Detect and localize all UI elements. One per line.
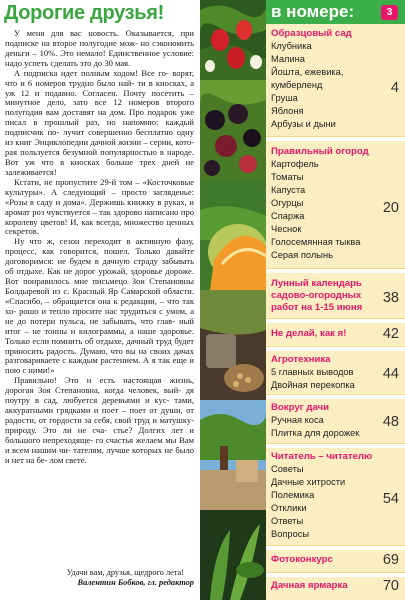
toc-section-title[interactable]: Читатель – читателю [271, 451, 373, 462]
toc-item[interactable]: Дачные хитрости [271, 477, 346, 487]
toc-section-title[interactable]: Лунный календарь [271, 278, 362, 289]
editor-letter [0, 0, 200, 600]
toc-section-title[interactable]: садово-огородных [271, 290, 362, 301]
toc-section-dont[interactable] [266, 328, 405, 344]
toc-item[interactable]: Арбузы и дыни [271, 119, 336, 129]
toc-item[interactable]: Капуста [271, 185, 306, 195]
toc-section-title[interactable]: Вокруг дачи [271, 402, 329, 413]
toc-item[interactable]: 5 главных выводов [271, 367, 354, 377]
photo-strip [200, 0, 266, 600]
toc-item[interactable]: Огурцы [271, 198, 304, 208]
toc-divider [266, 394, 405, 399]
toc-section-dacha[interactable] [266, 402, 405, 442]
strawberry-photo [200, 0, 266, 80]
toc-divider [266, 443, 405, 448]
letter-body [5, 29, 194, 466]
toc-section-title[interactable]: Агротехника [271, 354, 331, 365]
toc-item[interactable]: Отклики [271, 503, 307, 513]
toc-divider [266, 268, 405, 273]
toc-heading: в номере: [271, 2, 355, 21]
letter-paragraph: Ну что ж, сезон переходит в активную фазу, процесс, как говорится, пошел. Только давайте договоримся: не будем в дачную страду забывать об отдыхе. Как не дорог урожай, здоровье дороже. Вот понравилось мне письмецо Зои Степановны Болдыревой из с. Красный Яр Самарской области. «Спасибо, – обращается она к редакции, – что так хо- рошо и тепло просите нас трудиться с умом, а не до потери пульса, не забывать, что глав- ный итог – не тонны и килограммы, а наше здоровье. Только если помнить об отдыхе, дачный труд будет приносить радость. Думаю, что вы на своих дачах разговариваете с каждым растением. А я так еще и пою с ними!» [5, 236, 194, 376]
toc-item[interactable]: Вопросы [271, 529, 310, 539]
toc-item[interactable]: Груша [271, 93, 298, 103]
toc-page-number: 54 [382, 491, 399, 507]
toc-page-number: 38 [382, 290, 399, 306]
blackberry-photo [200, 80, 266, 180]
toc-page-number: 4 [390, 80, 399, 96]
toc-item[interactable]: Спаржа [271, 211, 305, 221]
letter-paragraph: Кстати, не пропустите 29-й том – «Косточковые культуры». А следующий – просто загляденье: «Розы в саду и дома». Держишь книжку в руках, и аромат роз чувствуется – так здорово написано про королеву цветов! И, как всегда, множество ценных секретов. [5, 176, 194, 237]
page-number-badge: 3 [381, 5, 398, 20]
toc-item[interactable]: Советы [271, 464, 304, 474]
toc-item[interactable]: Томаты [271, 172, 304, 182]
toc-section-title[interactable]: Не делай, как я! [271, 328, 347, 339]
letter-paragraph: Правильно! Это и есть настоящая жизнь, дорогая Зоя Степановна, когда человек, вый- дя поутру в сад, любуется деревьями и кус- тами, аккуратными грядками и поет – поет от души, от радости, от гордости за себя, свой труд и матушку-природу. Это ли не сча- стье? Долгих лет и большого непреходяще- го счастья желаем мы Вам и всем нашим чи- тателям, лучше которых не было и нет на бе- лом свете. [5, 375, 194, 465]
toc-section-title[interactable]: Правильный огород [271, 146, 369, 157]
plants-photo [200, 510, 266, 600]
toc-section-garden[interactable] [266, 28, 405, 128]
toc-section-fair[interactable] [266, 580, 405, 596]
toc-item[interactable]: Ручная коса [271, 415, 324, 425]
toc-item[interactable]: Двойная перекопка [271, 380, 355, 390]
toc-divider [266, 346, 405, 351]
toc-item[interactable]: Клубника [271, 41, 312, 51]
toc-section-lunar[interactable] [266, 278, 405, 318]
toc-page-number: 70 [382, 578, 399, 594]
toc-page-number: 42 [382, 326, 399, 342]
toc-section-photo-contest[interactable] [266, 554, 405, 570]
letter-paragraph: У меня для вас новость. Оказывается, при подписке на второе полугодие мож- но сэкономить деньги – 10%. Это немало! Единственное условие: надо успеть сделать это до 30 мая. [5, 28, 194, 68]
letter-signature: Валентин Бобков, гл. редактор [77, 578, 194, 587]
toc-item[interactable]: Голосемянная тыква [271, 237, 361, 247]
toc-page-number: 48 [382, 414, 399, 430]
toc-page-number: 44 [382, 366, 399, 382]
toc-item[interactable]: Ответы [271, 516, 304, 526]
toc-section-reader[interactable] [266, 451, 405, 541]
toc-section-title[interactable]: Дачная ярмарка [271, 580, 348, 591]
toc-item[interactable]: Йошта, ежевика, [271, 67, 344, 77]
toc-item[interactable]: Полемика [271, 490, 315, 500]
toc-divider [266, 318, 405, 323]
toc-section-title[interactable]: Фотоконкурс [271, 554, 333, 565]
toc-item[interactable]: Серая полынь [271, 250, 333, 260]
toc-divider [266, 136, 405, 141]
toc-divider [266, 572, 405, 577]
toc-section-vegetable[interactable] [266, 146, 405, 262]
letter-paragraph: А подписка идет полным ходом! Все го- ворят, что и 6 номеров трудно было най- ти в киосках, а уж 12 и подавно. Согласен. Почту посетить – минутное дело, зато все 12 номеров второго полугодия вам доставят на дом. Про подарок уже писал в прошлый раз, но напомню: каждый подписчик по- лучит совершенно бесплатно одну из книг Энциклопедии дачной жизни – серии, кото- рая пользуется безумной популярностью в народе. Вот уж что в киосках больше трех дней не залеживается! [5, 67, 194, 177]
toc-header [266, 0, 405, 24]
yard-photo [200, 400, 266, 510]
toc-page-number: 69 [382, 552, 399, 568]
toc-item[interactable]: Чеснок [271, 224, 302, 234]
toc-item[interactable]: Плитка для дорожек [271, 428, 360, 438]
toc-page-number: 20 [382, 200, 399, 216]
toc-section-title[interactable]: работ на 1-15 июня [271, 302, 363, 313]
toc-item[interactable]: Картофель [271, 159, 319, 169]
toc-item[interactable]: Яблоня [271, 106, 304, 116]
toc-section-title[interactable]: Образцовый сад [271, 28, 352, 39]
toc-item[interactable]: кумберленд [271, 80, 323, 90]
table-of-contents [266, 0, 405, 600]
letter-closing: Удачи вам, друзья, щедрого лета! [66, 568, 184, 577]
toc-section-agrotech[interactable] [266, 354, 405, 394]
toc-divider [266, 545, 405, 550]
toc-item[interactable]: Малина [271, 54, 305, 64]
melon-photo [200, 180, 266, 290]
letter-heading: Дорогие друзья! [4, 2, 165, 24]
garden-tools-photo [200, 290, 266, 400]
